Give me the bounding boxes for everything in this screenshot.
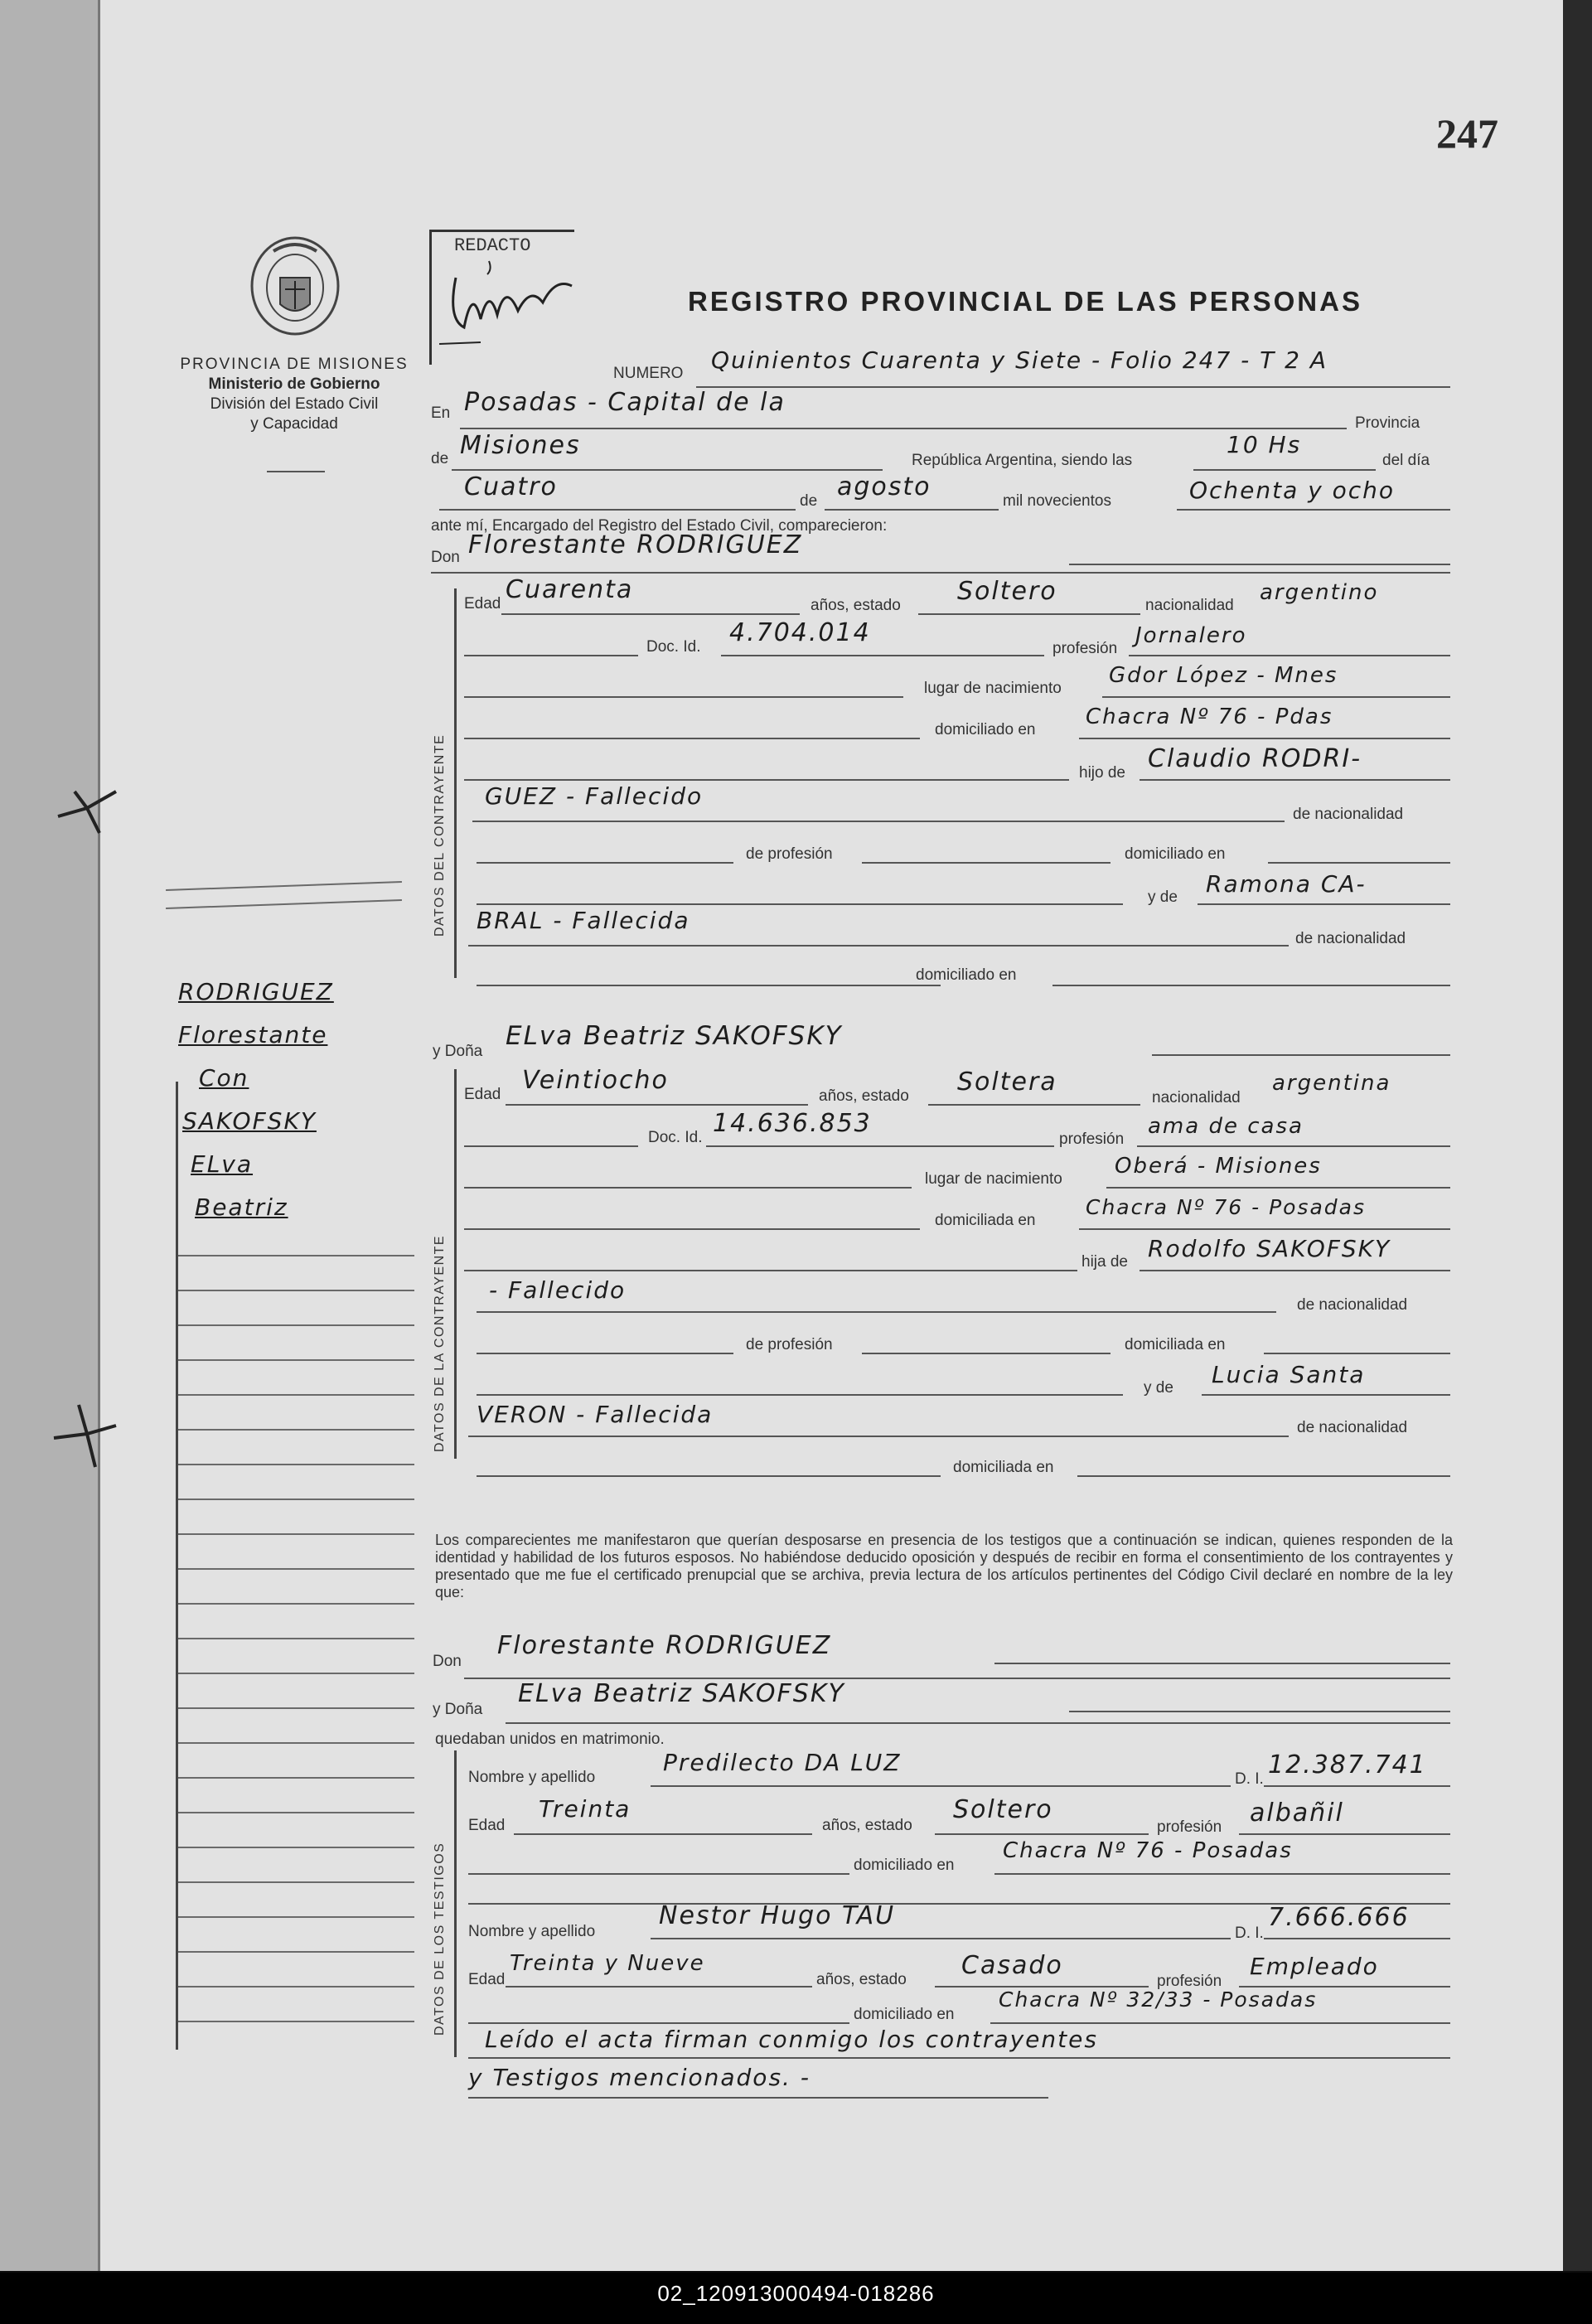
w1-nombre-line — [651, 1785, 1231, 1787]
w2-estado-value: Casado — [961, 1951, 1063, 1980]
groom-padre-value-2: GUEZ - Fallecido — [485, 782, 704, 810]
margin-surname-bride: SAKOFSKY — [182, 1107, 317, 1135]
bride-nacionalidad-value: argentina — [1272, 1071, 1391, 1096]
bride-domiciliada2-pre-line — [477, 1475, 941, 1477]
w2-profesion-value: Empleado — [1250, 1953, 1379, 1980]
w1-edad-line — [514, 1833, 812, 1835]
bride-y-de-label: y de — [1144, 1379, 1173, 1397]
bride-de-profesion-label: de profesión — [746, 1336, 833, 1353]
bride-padre-line — [1140, 1270, 1450, 1271]
w1-domicilio-pre-line — [468, 1873, 849, 1875]
groom-profesion-label: profesión — [1052, 640, 1118, 657]
de-line — [452, 469, 883, 471]
groom-padre-value-1: Claudio RODRI- — [1148, 744, 1362, 773]
w1-nombre-label: Nombre y apellido — [468, 1769, 596, 1786]
en-line — [460, 428, 1347, 429]
groom-de-nacionalidad-label: de nacionalidad — [1293, 806, 1404, 823]
groom-doc-line — [721, 655, 1044, 656]
groom-lugar-line — [1102, 696, 1450, 698]
margin-middlename-bride: Beatriz — [195, 1193, 288, 1221]
w2-di-label: D. I. — [1235, 1925, 1264, 1942]
w1-di-value: 12.387.741 — [1268, 1750, 1427, 1779]
bride-estado-value: Soltera — [957, 1068, 1057, 1097]
w1-di-label: D. I. — [1235, 1770, 1264, 1788]
redactor-signature — [439, 253, 580, 348]
don-value: Florestante RODRIGUEZ — [468, 530, 803, 559]
anio-line — [1177, 509, 1450, 511]
mil-label: mil novecientos — [1003, 492, 1111, 510]
bride-section-label: DATOS DE LA CONTRAYENTE — [433, 1234, 447, 1452]
coat-of-arms-seal-icon — [249, 235, 341, 337]
bride-profesion-label: profesión — [1059, 1131, 1125, 1148]
groom-lugar-value: Gdor López - Mnes — [1109, 663, 1338, 688]
page-number: 247 — [1436, 110, 1498, 157]
groom-anios-estado-label: años, estado — [811, 597, 901, 614]
w1-profesion-line — [1239, 1833, 1450, 1835]
bride-de-nacionalidad2-label: de nacionalidad — [1297, 1419, 1408, 1436]
binding-stitch-icon — [46, 1401, 128, 1475]
groom-madre-line — [1198, 903, 1450, 905]
groom-doc-label: Doc. Id. — [646, 638, 701, 656]
margin-rule — [178, 1533, 414, 1535]
w2-di-value: 7.666.666 — [1268, 1903, 1410, 1932]
margin-rule — [178, 1742, 414, 1744]
margin-rule — [178, 1777, 414, 1779]
declaration-dona-line — [1069, 1711, 1450, 1712]
groom-y-de-label: y de — [1148, 888, 1178, 906]
margin-rule — [178, 1707, 414, 1709]
margin-rule — [178, 1916, 414, 1918]
bride-lugar-line — [1106, 1187, 1450, 1189]
groom-estado-line — [918, 613, 1140, 615]
page-title: REGISTRO PROVINCIAL DE LAS PERSONAS — [688, 286, 1362, 317]
bride-domicilio-pre-line — [464, 1228, 920, 1230]
bride-domicilio-label: domiciliada en — [935, 1212, 1036, 1229]
w2-nombre-value: Nestor Hugo TAU — [659, 1901, 896, 1930]
groom-de-nacionalidad2-label: de nacionalidad — [1295, 930, 1406, 947]
w1-edad-label: Edad — [468, 1817, 506, 1834]
bride-padre-value-1: Rodolfo SAKOFSKY — [1148, 1235, 1391, 1262]
bride-doc-value: 14.636.853 — [713, 1109, 872, 1138]
declaration-dona-underline — [506, 1722, 1450, 1724]
margin-firstname-bride: ELva — [191, 1150, 254, 1178]
w2-domicilio-label: domiciliado en — [854, 2006, 955, 2023]
margin-rule — [178, 1847, 414, 1848]
bride-madre-value-2: VERON - Fallecida — [477, 1401, 714, 1428]
bride-madre-value-1: Lucia Santa — [1212, 1361, 1366, 1388]
margin-rule — [178, 1638, 414, 1639]
declaration-dona-label: y Doña — [433, 1701, 483, 1718]
bride-doc-line — [706, 1145, 1054, 1147]
groom-padre-line — [1140, 779, 1450, 781]
ministry-letterhead — [170, 355, 419, 434]
margin-rule — [178, 1881, 414, 1883]
de2-label: de — [800, 492, 818, 510]
groom-hijo-label: hijo de — [1079, 764, 1125, 782]
closing-line-1: Leído el acta firman conmigo los contrayentes — [485, 2026, 1098, 2053]
groom-domiciliado2-line — [1052, 985, 1450, 986]
w2-edad-value: Treinta y Nueve — [510, 1951, 705, 1976]
bride-domiciliada2-line — [1077, 1475, 1450, 1477]
left-page — [0, 0, 98, 2271]
groom-de-profesion-line — [862, 862, 1111, 864]
groom-edad-line — [501, 613, 800, 615]
w2-edad-label: Edad — [468, 1971, 506, 1988]
numero-value: Quinientos Cuarenta y Siete - Folio 247 - T 2 A — [711, 346, 1328, 374]
groom-domiciliado2-pre-line — [477, 985, 941, 986]
groom-de-profesion-label: de profesión — [746, 845, 833, 863]
margin-rule — [178, 1568, 414, 1570]
bride-de-profesion-line — [862, 1353, 1111, 1354]
w1-profesion-label: profesión — [1157, 1818, 1222, 1836]
w1-domicilio-label: domiciliado en — [854, 1857, 955, 1874]
bride-padre-line-2 — [477, 1311, 1276, 1313]
groom-domicilio-line — [1079, 738, 1450, 739]
closing-underline-2 — [468, 2097, 1048, 2099]
declaration-closing: quedaban unidos en matrimonio. — [435, 1731, 665, 1748]
margin-rule — [178, 1498, 414, 1500]
bride-domiciliada-line — [1264, 1353, 1450, 1354]
margin-rule — [178, 1255, 414, 1256]
declaration-don-value: Florestante RODRIGUEZ — [497, 1631, 832, 1660]
groom-domicilio-pre-line — [464, 738, 920, 739]
groom-doc-pre-line — [464, 655, 638, 656]
bride-domicilio-line — [1079, 1228, 1450, 1230]
groom-nacionalidad-value: argentino — [1260, 580, 1379, 605]
de-label: de — [431, 450, 449, 467]
groom-lugar-label: lugar de nacimiento — [924, 680, 1062, 697]
margin-ruled-box — [176, 1082, 419, 2050]
margin-rule — [178, 1429, 414, 1431]
groom-domicilio-value: Chacra Nº 76 - Pdas — [1086, 704, 1333, 729]
bride-domiciliada-en2-label: domiciliada en — [953, 1459, 1054, 1476]
w2-di-line — [1264, 1938, 1450, 1939]
bride-nacionalidad-label: nacionalidad — [1152, 1089, 1241, 1106]
groom-lugar-pre-line — [464, 696, 903, 698]
w1-estado-value: Soltero — [953, 1795, 1053, 1824]
mes-line — [825, 509, 999, 511]
bride-hija-pre-line — [464, 1270, 1077, 1271]
en-label: En — [431, 404, 451, 422]
closing-line-2: y Testigos mencionados. - — [468, 2064, 811, 2091]
bride-doc-label: Doc. Id. — [648, 1129, 703, 1146]
witnesses-section-label: DATOS DE LOS TESTIGOS — [433, 1842, 447, 2036]
dia-value: Cuatro — [464, 472, 558, 501]
margin-rule — [178, 1812, 414, 1813]
margin-rule — [178, 1603, 414, 1605]
bride-de-profesion-pre-line — [477, 1353, 733, 1354]
en-value: Posadas - Capital de la — [464, 388, 786, 417]
bride-hija-label: hija de — [1081, 1253, 1128, 1271]
bride-madre-line-2 — [468, 1436, 1289, 1437]
margin-rule — [178, 1359, 414, 1361]
declaration-don-line — [994, 1663, 1450, 1664]
numero-label: NUMERO — [613, 365, 684, 382]
bride-doc-pre-line — [464, 1145, 638, 1147]
bride-domiciliada-en-label: domiciliada en — [1125, 1336, 1226, 1353]
groom-domiciliado-en-label: domiciliado en — [1125, 845, 1226, 863]
margin-surname-groom: RODRIGUEZ — [178, 978, 334, 1005]
declaration-paragraph: Los comparecientes me manifestaron que querían desposarse en presencia de los testigos que a continuación se indican, quienes responden de la identidad y habilidad de los futuros esposos. No habiéndose deducido oposición y después de recibir en forma el consentimiento de los contrayentes y presentado que me fue el certificado prenupcial que se archiva, previa lectura de los artículos pertinentes del Código Civil declaré en nombre de la ley que: — [435, 1532, 1453, 1600]
book-edge — [1563, 0, 1592, 2271]
anio-value: Ochenta y ocho — [1189, 477, 1396, 504]
don-line — [1069, 564, 1450, 565]
margin-rule — [178, 1324, 414, 1326]
provincia-label: Provincia — [1355, 414, 1420, 432]
groom-section-label: DATOS DEL CONTRAYENTE — [433, 734, 447, 937]
groom-de-profesion-pre-line — [477, 862, 733, 864]
bride-de-nacionalidad-label: de nacionalidad — [1297, 1296, 1408, 1314]
groom-madre-value-1: Ramona CA- — [1206, 870, 1367, 898]
bride-dona-label: y Doña — [433, 1043, 483, 1060]
w1-nombre-value: Predilecto DA LUZ — [663, 1749, 902, 1776]
groom-estado-value: Soltero — [957, 577, 1057, 606]
w1-domicilio-line — [994, 1873, 1450, 1875]
groom-profesion-line — [1129, 655, 1450, 656]
margin-firstname-groom: Florestante — [178, 1021, 328, 1048]
declaration-don-label: Don — [433, 1653, 462, 1670]
ante-text: ante mí, Encargado del Registro del Estado Civil, comparecieron: — [431, 517, 888, 535]
groom-nacionalidad-label: nacionalidad — [1145, 597, 1234, 614]
w1-edad-value: Treinta — [539, 1795, 631, 1823]
bride-y-de-pre-line — [477, 1394, 1123, 1396]
groom-domiciliado-line — [1268, 862, 1450, 864]
binding-stitch-icon — [50, 783, 133, 841]
groom-madre-line-2 — [468, 945, 1289, 947]
bride-estado-line — [928, 1104, 1140, 1106]
groom-domicilio-label: domiciliado en — [935, 721, 1036, 738]
republica-label: República Argentina, siendo las — [912, 452, 1133, 469]
don-underline — [431, 572, 1450, 574]
groom-domiciliado-en2-label: domiciliado en — [916, 966, 1017, 984]
margin-connector: Con — [199, 1064, 249, 1092]
groom-doc-value: 4.704.014 — [729, 618, 871, 647]
groom-padre-line-2 — [472, 821, 1285, 822]
w2-domicilio-line — [990, 2022, 1450, 2024]
margin-rule — [178, 2021, 414, 2022]
w1-estado-line — [935, 1833, 1149, 1835]
w2-nombre-label: Nombre y apellido — [468, 1923, 596, 1940]
w1-anios-estado-label: años, estado — [822, 1817, 912, 1834]
margin-rule — [178, 1394, 414, 1396]
bride-edad-line — [506, 1104, 808, 1106]
witnesses-bracket — [454, 1750, 457, 2057]
w1-di-line — [1264, 1785, 1450, 1787]
groom-edad-value: Cuarenta — [506, 575, 634, 604]
bride-lugar-pre-line — [464, 1187, 912, 1189]
closing-underline-1 — [468, 2057, 1450, 2059]
groom-bracket — [454, 588, 457, 978]
groom-hijo-pre-line — [464, 779, 1069, 781]
letterhead-division: División del Estado Civil — [210, 395, 379, 413]
bride-profesion-line — [1137, 1145, 1450, 1147]
groom-profesion-value: Jornalero — [1135, 623, 1247, 648]
del-dia-label: del día — [1382, 452, 1430, 469]
bride-dona-value: ELva Beatriz SAKOFSKY — [506, 1021, 843, 1051]
bride-anios-estado-label: años, estado — [819, 1087, 909, 1105]
margin-rule — [178, 1673, 414, 1674]
numero-line — [696, 386, 1450, 388]
margin-rule — [178, 1986, 414, 1988]
letterhead-capacity: y Capacidad — [250, 415, 338, 433]
groom-madre-value-2: BRAL - Fallecida — [477, 907, 690, 934]
bride-domicilio-value: Chacra Nº 76 - Posadas — [1086, 1195, 1366, 1219]
w1-domicilio-value: Chacra Nº 76 - Posadas — [1003, 1838, 1293, 1863]
margin-rule — [178, 1951, 414, 1953]
w1-profesion-value: albañil — [1250, 1799, 1344, 1828]
bride-padre-value-2: - Fallecido — [489, 1276, 627, 1304]
w2-profesion-label: profesión — [1157, 1973, 1222, 1990]
hora-value: 10 Hs — [1227, 431, 1302, 458]
groom-edad-label: Edad — [464, 595, 501, 612]
letterhead-rule — [267, 471, 325, 472]
w2-domicilio-pre-line — [468, 2022, 849, 2024]
don-label: Don — [431, 549, 460, 566]
bride-edad-value: Veintiocho — [522, 1066, 669, 1095]
margin-rule — [178, 1290, 414, 1291]
dia-line — [439, 509, 796, 511]
hora-line — [1193, 469, 1376, 471]
w2-domicilio-value: Chacra Nº 32/33 - Posadas — [999, 1988, 1318, 2012]
de-value: Misiones — [460, 431, 581, 460]
w2-nombre-line — [651, 1938, 1231, 1939]
bride-bracket — [454, 1069, 457, 1459]
bride-edad-label: Edad — [464, 1086, 501, 1103]
letterhead-province: PROVINCIA DE MISIONES — [180, 356, 409, 373]
letterhead-ministry: Ministerio de Gobierno — [208, 375, 380, 393]
w2-anios-estado-label: años, estado — [816, 1971, 907, 1988]
bride-madre-line — [1202, 1394, 1450, 1396]
groom-y-de-pre-line — [477, 903, 1123, 905]
bride-lugar-label: lugar de nacimiento — [925, 1170, 1062, 1188]
w2-edad-line — [506, 1986, 812, 1988]
mes-value: agosto — [837, 472, 931, 501]
redacto-label: REDACTO — [454, 235, 531, 256]
margin-rule — [178, 1464, 414, 1465]
bride-lugar-value: Oberá - Misiones — [1115, 1154, 1322, 1179]
bride-profesion-value: ama de casa — [1148, 1114, 1304, 1139]
declaration-dona-value: ELva Beatriz SAKOFSKY — [518, 1679, 845, 1708]
bride-dona-line — [1152, 1054, 1450, 1056]
image-caption: 02_120913000494-018286 — [657, 2281, 935, 2306]
